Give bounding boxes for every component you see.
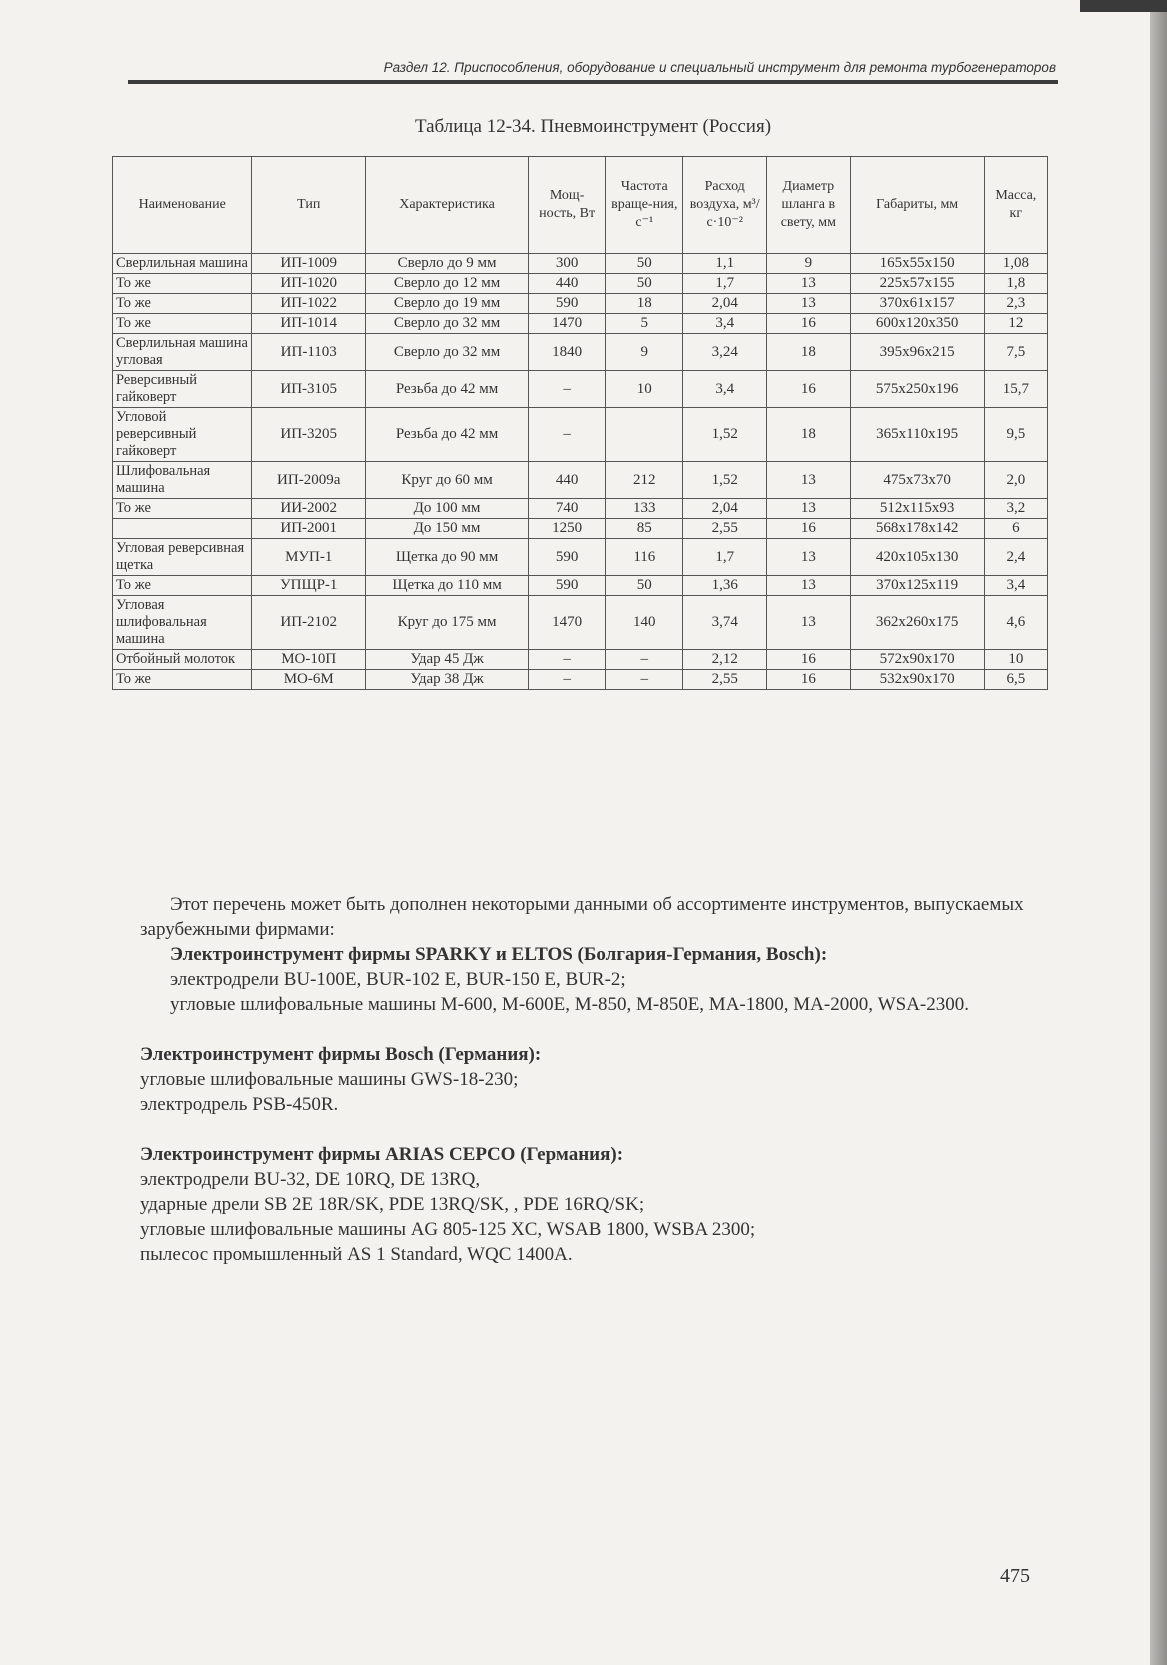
cell-dimensions: 532х90х170 xyxy=(850,670,984,690)
cell-power: – xyxy=(529,670,606,690)
cell-type: ИП-3205 xyxy=(252,408,366,462)
cell-hose: 13 xyxy=(767,596,851,650)
cell-power: 1250 xyxy=(529,519,606,539)
cell-type: ИИ-2002 xyxy=(252,499,366,519)
cell-name: Шлифовальная машина xyxy=(113,462,252,499)
cell-dimensions: 600х120х350 xyxy=(850,314,984,334)
cell-rotation: 50 xyxy=(606,254,683,274)
cell-name: Угловой реверсивный гайковерт xyxy=(113,408,252,462)
cell-mass: 10 xyxy=(984,650,1047,670)
section-line: электродрели BU-100E, BUR-102 E, BUR-150 E, BUR-2; xyxy=(170,969,626,990)
cell-type: МО-10П xyxy=(252,650,366,670)
cell-mass: 12 xyxy=(984,314,1047,334)
cell-mass: 15,7 xyxy=(984,371,1047,408)
cell-mass: 4,6 xyxy=(984,596,1047,650)
table-row xyxy=(113,670,1048,690)
cell-rotation: 85 xyxy=(606,519,683,539)
cell-type: ИП-1022 xyxy=(252,294,366,314)
table-row xyxy=(113,314,1048,334)
cell-air: 2,55 xyxy=(683,670,767,690)
cell-dimensions: 575х250х196 xyxy=(850,371,984,408)
table-row xyxy=(113,576,1048,596)
cell-name: То же xyxy=(113,670,252,690)
cell-type: ИП-2009а xyxy=(252,462,366,499)
cell-mass: 1,8 xyxy=(984,274,1047,294)
cell-power: 590 xyxy=(529,539,606,576)
cell-rotation: 140 xyxy=(606,596,683,650)
section-line: электродрель PSB-450R. xyxy=(140,1094,339,1115)
cell-dimensions: 512х115х93 xyxy=(850,499,984,519)
cell-rotation: 50 xyxy=(606,576,683,596)
section-line: пылесос промышленный AS 1 Standard, WQC 1400A. xyxy=(140,1244,573,1265)
cell-power: 740 xyxy=(529,499,606,519)
cell-characteristic: Резьба до 42 мм xyxy=(366,408,529,462)
cell-name: То же xyxy=(113,294,252,314)
cell-dimensions: 365х110х195 xyxy=(850,408,984,462)
cell-power: 1840 xyxy=(529,334,606,371)
table-title: Таблица 12-34. Пневмоинструмент (Россия) xyxy=(414,116,772,137)
header-air-consumption: Расход воздуха, м³/с·10⁻² xyxy=(683,157,767,254)
cell-name: То же xyxy=(113,314,252,334)
cell-mass: 3,2 xyxy=(984,499,1047,519)
cell-name: Сверлильная машина угловая xyxy=(113,334,252,371)
table-row xyxy=(113,596,1048,650)
cell-characteristic: Удар 45 Дж xyxy=(366,650,529,670)
cell-rotation: 133 xyxy=(606,499,683,519)
cell-air: 1,52 xyxy=(683,462,767,499)
cell-type: ИП-1014 xyxy=(252,314,366,334)
cell-characteristic: Сверло до 32 мм xyxy=(366,334,529,371)
cell-rotation: 5 xyxy=(606,314,683,334)
page-edge xyxy=(1150,0,1167,1665)
cell-hose: 18 xyxy=(767,408,851,462)
cell-mass: 2,4 xyxy=(984,539,1047,576)
header-name: Наименование xyxy=(113,157,252,254)
table-row xyxy=(113,408,1048,462)
cell-power: 440 xyxy=(529,274,606,294)
cell-power: 440 xyxy=(529,462,606,499)
header-mass: Масса, кг xyxy=(984,157,1047,254)
page-number: 475 xyxy=(1000,1565,1030,1587)
cell-mass: 7,5 xyxy=(984,334,1047,371)
cell-hose: 13 xyxy=(767,294,851,314)
cell-air: 2,55 xyxy=(683,519,767,539)
cell-air: 1,52 xyxy=(683,408,767,462)
cell-characteristic: Сверло до 12 мм xyxy=(366,274,529,294)
cell-air: 1,1 xyxy=(683,254,767,274)
section-heading: Электроинструмент фирмы Bosch (Германия): xyxy=(140,1044,542,1065)
cell-rotation xyxy=(606,408,683,462)
cell-air: 3,24 xyxy=(683,334,767,371)
cell-mass: 1,08 xyxy=(984,254,1047,274)
cell-type: МУП-1 xyxy=(252,539,366,576)
cell-dimensions: 568х178х142 xyxy=(850,519,984,539)
cell-power: 1470 xyxy=(529,314,606,334)
table-body xyxy=(113,254,1048,690)
intro-paragraph: Этот перечень может быть дополнен некоторыми данными об ассортименте инструментов, выпускаемых зарубежными фирмами: xyxy=(140,894,1024,940)
cell-dimensions: 165х55х150 xyxy=(850,254,984,274)
header-rule xyxy=(128,80,1058,84)
table-row xyxy=(113,371,1048,408)
cell-dimensions: 395х96х215 xyxy=(850,334,984,371)
cell-air: 3,4 xyxy=(683,371,767,408)
header-type: Тип xyxy=(252,157,366,254)
header-rotation-frequency: Частота враще-ния, с⁻¹ xyxy=(606,157,683,254)
cell-characteristic: Щетка до 110 мм xyxy=(366,576,529,596)
cell-air: 1,36 xyxy=(683,576,767,596)
cell-characteristic: До 150 мм xyxy=(366,519,529,539)
cell-hose: 16 xyxy=(767,371,851,408)
cell-characteristic: Сверло до 19 мм xyxy=(366,294,529,314)
body-text xyxy=(140,892,1045,1267)
cell-dimensions: 370х125х119 xyxy=(850,576,984,596)
cell-characteristic: До 100 мм xyxy=(366,499,529,519)
cell-type: ИП-3105 xyxy=(252,371,366,408)
cell-power: – xyxy=(529,371,606,408)
cell-mass: 9,5 xyxy=(984,408,1047,462)
cell-dimensions: 225х57х155 xyxy=(850,274,984,294)
cell-hose: 13 xyxy=(767,576,851,596)
cell-air: 2,04 xyxy=(683,499,767,519)
cell-type: МО-6М xyxy=(252,670,366,690)
section-line: угловые шлифовальные машины GWS-18-230; xyxy=(140,1069,519,1090)
cell-air: 2,04 xyxy=(683,294,767,314)
cell-power: 590 xyxy=(529,576,606,596)
header-power: Мощ-ность, Вт xyxy=(529,157,606,254)
cell-type: ИП-2001 xyxy=(252,519,366,539)
cell-mass: 2,3 xyxy=(984,294,1047,314)
table-row xyxy=(113,254,1048,274)
cell-name: То же xyxy=(113,576,252,596)
cell-rotation: 116 xyxy=(606,539,683,576)
cell-power: 1470 xyxy=(529,596,606,650)
cell-type: ИП-1103 xyxy=(252,334,366,371)
table-row xyxy=(113,274,1048,294)
cell-power: – xyxy=(529,650,606,670)
cell-power: 590 xyxy=(529,294,606,314)
cell-name xyxy=(113,519,252,539)
section-heading: Электроинструмент фирмы SPARKY и ELTOS (Болгария-Германия, Bosch): xyxy=(170,944,828,965)
cell-rotation: 10 xyxy=(606,371,683,408)
cell-hose: 16 xyxy=(767,670,851,690)
cell-hose: 16 xyxy=(767,519,851,539)
cell-characteristic: Круг до 60 мм xyxy=(366,462,529,499)
cell-type: ИП-1020 xyxy=(252,274,366,294)
cell-rotation: 212 xyxy=(606,462,683,499)
cell-rotation: 50 xyxy=(606,274,683,294)
cell-dimensions: 420х105х130 xyxy=(850,539,984,576)
cell-name: Реверсивный гайковерт xyxy=(113,371,252,408)
cell-hose: 13 xyxy=(767,539,851,576)
cell-dimensions: 475х73х70 xyxy=(850,462,984,499)
cell-name: То же xyxy=(113,499,252,519)
table-row xyxy=(113,294,1048,314)
cell-name: Угловая реверсивная щетка xyxy=(113,539,252,576)
cell-hose: 16 xyxy=(767,314,851,334)
cell-mass: 6 xyxy=(984,519,1047,539)
cell-rotation: 18 xyxy=(606,294,683,314)
table-row xyxy=(113,539,1048,576)
cell-air: 3,74 xyxy=(683,596,767,650)
cell-name: Сверлильная машина xyxy=(113,254,252,274)
cell-type: ИП-1009 xyxy=(252,254,366,274)
cell-name: Отбойный молоток xyxy=(113,650,252,670)
cell-hose: 13 xyxy=(767,499,851,519)
cell-hose: 13 xyxy=(767,462,851,499)
cell-name: То же xyxy=(113,274,252,294)
section-line: угловые шлифовальные машины AG 805-125 XC, WSAB 1800, WSBA 2300; xyxy=(140,1219,756,1240)
table-row xyxy=(113,462,1048,499)
cell-air: 1,7 xyxy=(683,539,767,576)
table-row xyxy=(113,519,1048,539)
table-row xyxy=(113,499,1048,519)
running-header: Раздел 12. Приспособления, оборудование и специальный инструмент для ремонта турбогенераторов xyxy=(383,60,1056,75)
cell-air: 3,4 xyxy=(683,314,767,334)
cell-rotation: – xyxy=(606,670,683,690)
cell-hose: 18 xyxy=(767,334,851,371)
header-hose-diameter: Диаметр шланга в свету, мм xyxy=(767,157,851,254)
section-heading: Электроинструмент фирмы ARIAS CEPCO (Германия): xyxy=(140,1144,624,1165)
cell-dimensions: 572х90х170 xyxy=(850,650,984,670)
cell-type: УПЩР-1 xyxy=(252,576,366,596)
cell-rotation: – xyxy=(606,650,683,670)
header-dimensions: Габариты, мм xyxy=(850,157,984,254)
cell-air: 1,7 xyxy=(683,274,767,294)
cell-dimensions: 370х61х157 xyxy=(850,294,984,314)
scan-corner xyxy=(1080,0,1167,12)
cell-characteristic: Круг до 175 мм xyxy=(366,596,529,650)
section-line: ударные дрели SB 2E 18R/SK, PDE 13RQ/SK, , PDE 16RQ/SK; xyxy=(140,1194,645,1215)
cell-characteristic: Сверло до 32 мм xyxy=(366,314,529,334)
cell-mass: 3,4 xyxy=(984,576,1047,596)
cell-mass: 6,5 xyxy=(984,670,1047,690)
cell-power: 300 xyxy=(529,254,606,274)
cell-hose: 9 xyxy=(767,254,851,274)
cell-air: 2,12 xyxy=(683,650,767,670)
pneumatic-tools-table xyxy=(112,156,1048,690)
cell-type: ИП-2102 xyxy=(252,596,366,650)
cell-hose: 16 xyxy=(767,650,851,670)
header-characteristic: Характеристика xyxy=(366,157,529,254)
section-line: электродрели BU-32, DE 10RQ, DE 13RQ, xyxy=(140,1169,481,1190)
table-row xyxy=(113,334,1048,371)
cell-dimensions: 362х260х175 xyxy=(850,596,984,650)
cell-characteristic: Сверло до 9 мм xyxy=(366,254,529,274)
table-row xyxy=(113,650,1048,670)
cell-name: Угловая шлифовальная машина xyxy=(113,596,252,650)
cell-characteristic: Щетка до 90 мм xyxy=(366,539,529,576)
table-header-row xyxy=(113,157,1048,254)
cell-mass: 2,0 xyxy=(984,462,1047,499)
cell-hose: 13 xyxy=(767,274,851,294)
section-line: угловые шлифовальные машины М-600, М-600Е, М-850, М-850Е, МА-1800, МА-2000, WSA-2300. xyxy=(170,994,969,1015)
cell-power: – xyxy=(529,408,606,462)
cell-rotation: 9 xyxy=(606,334,683,371)
cell-characteristic: Удар 38 Дж xyxy=(366,670,529,690)
cell-characteristic: Резьба до 42 мм xyxy=(366,371,529,408)
